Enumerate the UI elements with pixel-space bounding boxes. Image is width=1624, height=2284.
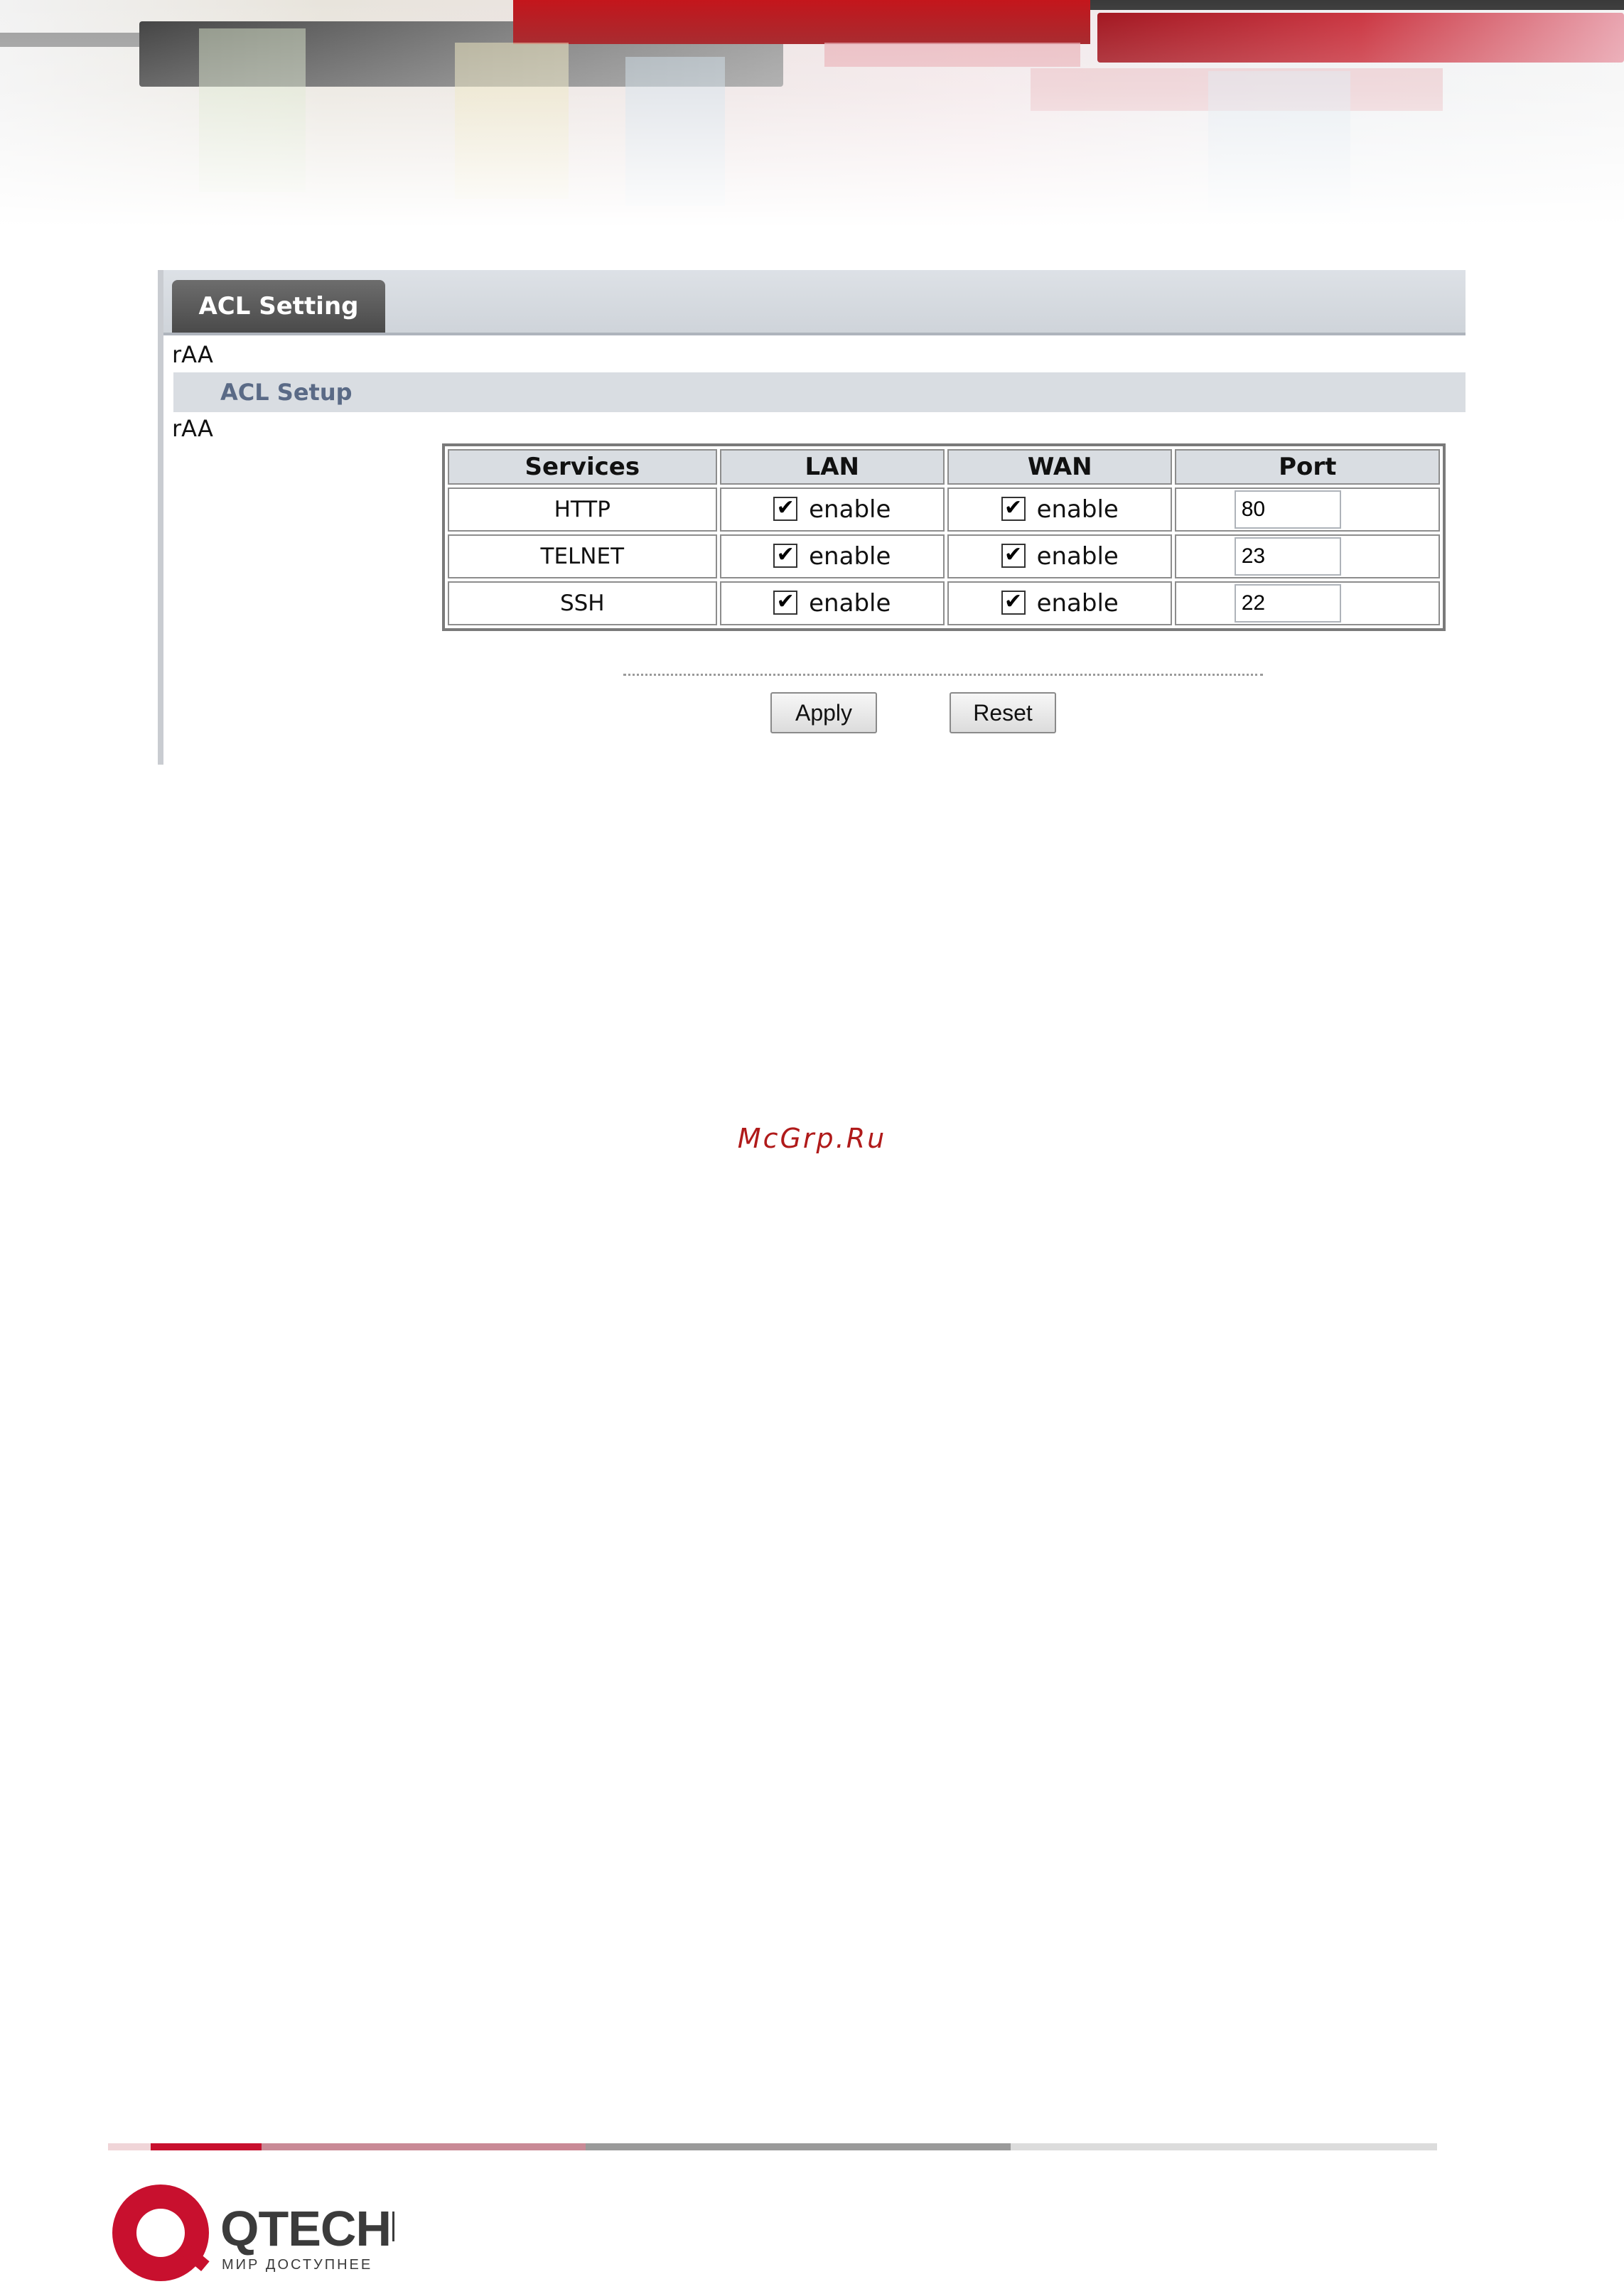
- brand-name: QTECH: [220, 2201, 391, 2256]
- port-cell: [1175, 581, 1440, 625]
- tab-acl-setting[interactable]: ACL Setting: [172, 280, 385, 333]
- panel-left-border: [158, 270, 163, 765]
- reset-button[interactable]: Reset: [950, 692, 1056, 733]
- acl-panel: [158, 270, 1466, 765]
- column-header-port: Port: [1175, 449, 1440, 485]
- table-row: [448, 487, 1440, 532]
- table-header-row: [448, 449, 1440, 485]
- enable-label: enable: [1036, 542, 1119, 571]
- section-title: ACL Setup: [220, 379, 353, 406]
- column-header-lan: LAN: [720, 449, 945, 485]
- wan-enable-checkbox[interactable]: ✔: [1001, 497, 1026, 521]
- footer-separator: [392, 2212, 394, 2241]
- enable-label: enable: [809, 495, 891, 524]
- service-name: SSH: [448, 581, 717, 625]
- lan-enable-checkbox[interactable]: ✔: [773, 544, 797, 568]
- wan-enable-checkbox[interactable]: ✔: [1001, 544, 1026, 568]
- enable-label: enable: [809, 589, 891, 618]
- enable-label: enable: [809, 542, 891, 571]
- stray-text: rAA: [172, 415, 213, 442]
- table-row: [448, 581, 1440, 625]
- port-input-http[interactable]: [1235, 490, 1341, 529]
- table-row: [448, 534, 1440, 578]
- port-input-telnet[interactable]: [1235, 537, 1341, 576]
- header-banner: [0, 0, 1624, 227]
- port-input-ssh[interactable]: [1235, 584, 1341, 623]
- wan-cell: [947, 581, 1172, 625]
- watermark-text: McGrp.Ru: [737, 1123, 887, 1154]
- service-name: TELNET: [448, 534, 717, 578]
- stray-text: rAA: [172, 341, 213, 368]
- column-header-wan: WAN: [947, 449, 1172, 485]
- footer-divider: [108, 2143, 1437, 2150]
- lan-cell: [720, 487, 945, 532]
- lan-cell: [720, 581, 945, 625]
- apply-button[interactable]: Apply: [770, 692, 877, 733]
- port-cell: [1175, 487, 1440, 532]
- wan-enable-checkbox[interactable]: ✔: [1001, 591, 1026, 615]
- wan-cell: [947, 487, 1172, 532]
- lan-enable-checkbox[interactable]: ✔: [773, 591, 797, 615]
- lan-cell: [720, 534, 945, 578]
- brand-tagline: МИР ДОСТУПНЕЕ: [222, 2257, 373, 2273]
- column-header-services: Services: [448, 449, 717, 485]
- service-name: HTTP: [448, 487, 717, 532]
- dotted-divider: [623, 674, 1263, 676]
- qtech-logo-icon: [112, 2185, 209, 2281]
- wan-cell: [947, 534, 1172, 578]
- port-cell: [1175, 534, 1440, 578]
- tab-bar: [163, 270, 1466, 335]
- lan-enable-checkbox[interactable]: ✔: [773, 497, 797, 521]
- acl-services-table: [442, 443, 1446, 631]
- section-header: [173, 372, 1466, 412]
- enable-label: enable: [1036, 589, 1119, 618]
- enable-label: enable: [1036, 495, 1119, 524]
